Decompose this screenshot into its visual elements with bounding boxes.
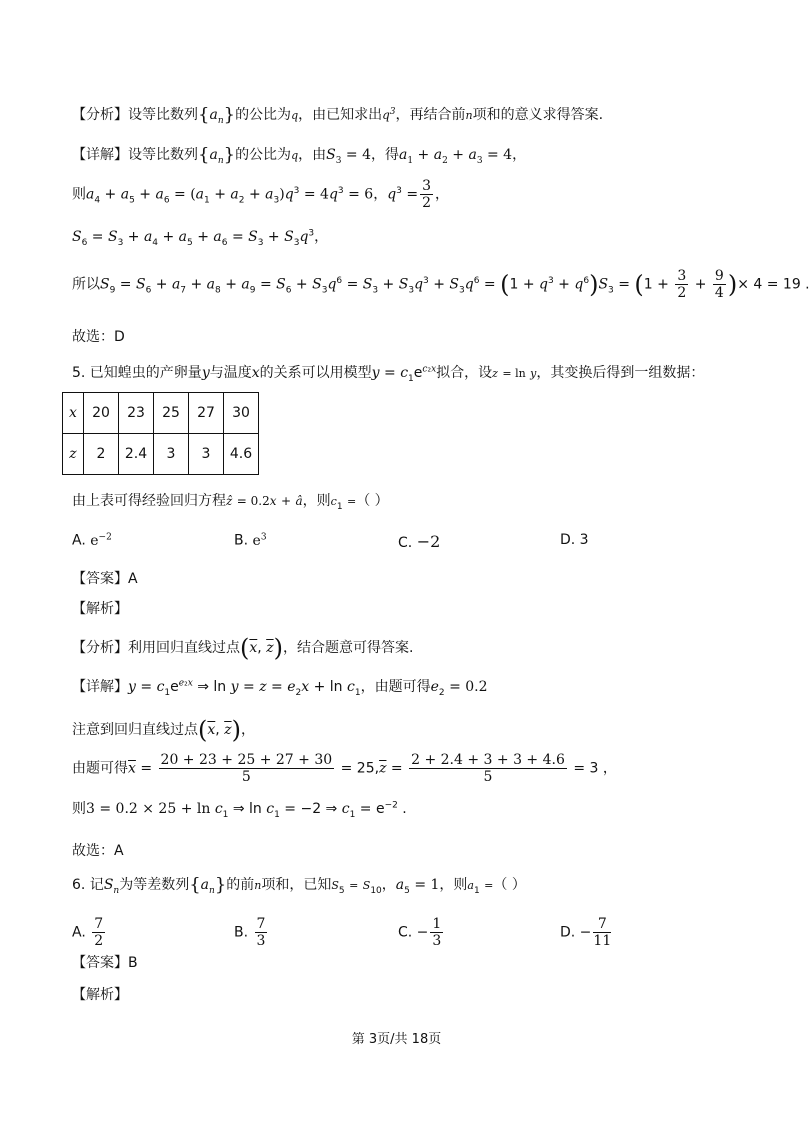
q5-detail: 【详解】$y = c_1e^{e_2x}$ ⇒ $\ln y = z = e_2x + \ln c_1$，由题可得$e_2 = 0.2$ xyxy=(72,678,488,698)
table-row xyxy=(63,434,259,475)
table-cell: 27 xyxy=(189,393,224,434)
text: 则 xyxy=(72,801,86,817)
text: （ ） xyxy=(493,877,526,893)
question-6: 6. 记$S_n$为等差数列$\{a_n\}$的前n项和，已知$S_5 = S_{10}$，$a_5 = 1$，则$a_1$ =（ ） xyxy=(72,874,526,896)
text: 的前 xyxy=(226,877,255,893)
text: 的关系可以用模型 xyxy=(259,365,372,381)
text: 的公比为 xyxy=(235,107,292,123)
table-cell: 20 xyxy=(84,393,119,434)
option-c[interactable]: C. −2 xyxy=(398,532,441,551)
analysis-tag: 【分析】 xyxy=(72,107,128,123)
table-row xyxy=(63,393,259,434)
q5-select: 故选：A xyxy=(72,843,124,859)
detail-line-2: 则$a_4 + a_5 + a_6 = (a_1 + a_2 + a_3)q^3 = 4q^3 = 6$，$q^3$ = $\frac{3}{2}$ ， xyxy=(72,178,450,211)
q5-analysis: 【分析】利用回归直线过点($\overline{x}$, $\overline{z}$)，结合题意可得答案. xyxy=(72,634,414,662)
text: 由题可得 xyxy=(72,760,128,777)
text: 【分析】利用回归直线过点 xyxy=(72,640,240,656)
q6-option-a[interactable]: A. $\frac{7}{2}$ xyxy=(72,916,104,949)
table-cell: x xyxy=(63,393,84,434)
text: 项和，已知 xyxy=(261,877,332,893)
option-label: A. xyxy=(72,924,86,941)
text: 的公比为 xyxy=(235,147,292,163)
text: ，则 xyxy=(302,493,331,509)
option-d[interactable] xyxy=(560,532,589,548)
text: ，得 xyxy=(370,147,399,163)
text: 则 xyxy=(72,186,86,203)
analysis-tag: 【解析】 xyxy=(72,601,128,617)
text: ，其变换后得到一组数据： xyxy=(536,365,705,381)
table-cell: 23 xyxy=(119,393,154,434)
text: ，则 xyxy=(439,877,468,893)
option-label: C. xyxy=(398,535,413,551)
table-cell: 2 xyxy=(84,434,119,475)
table-cell: 30 xyxy=(224,393,259,434)
option-label: B. xyxy=(234,924,249,941)
text: ，结合题意可得答案. xyxy=(282,640,414,656)
text: 设等比数列 xyxy=(128,147,198,163)
text: ，由题可得 xyxy=(360,679,431,695)
text: 设等比数列 xyxy=(128,107,198,123)
detail-tag: 【详解】 xyxy=(72,147,128,163)
option-label: A. xyxy=(72,532,86,549)
text: 5. 已知蝗虫的产卵量 xyxy=(72,365,202,381)
option-b[interactable]: B. $e^3$ xyxy=(234,532,267,549)
text: 由上表可得经验回归方程 xyxy=(72,493,226,509)
text: ，由 xyxy=(298,147,327,163)
table-cell: z xyxy=(63,434,84,475)
table-cell: 25 xyxy=(154,393,189,434)
q5-calc: 由题可得$\overline{x}$ = $\frac{20 + 23 + 25 + 27 + 30}{5}$ = $25,\overline{z}$ = $\frac{2 + 2.4 + 3 + 3 + 4.6}{5}$ = 3 ， xyxy=(72,752,617,785)
option-label: C. xyxy=(398,924,413,941)
page-footer: 第 3页/共 18页 xyxy=(351,1032,442,1047)
table-cell: 3 xyxy=(189,434,224,475)
data-table xyxy=(62,392,259,475)
question-5: 5. 已知蝗虫的产卵量y与温度x的关系可以用模型$y = c_1e^{c_2x}$拟合，设z = ln y，其变换后得到一组数据： xyxy=(72,364,705,384)
text: 项和的意义求得答案. xyxy=(472,107,604,123)
text: 6. 记 xyxy=(72,877,104,893)
regression-line: 由上表可得经验回归方程ẑ = 0.2x + â，则$c_1$ =（ ） xyxy=(72,493,389,512)
text: 所以 xyxy=(72,276,100,293)
table-cell: 3 xyxy=(154,434,189,475)
detail-line-1: 【详解】设等比数列$\{a_n\}$的公比为q，由$S_3 = 4$，得$a_1 + a_2 + a_3 = 4$， xyxy=(72,144,527,166)
text: 拟合，设 xyxy=(436,365,493,381)
option-label: D. 3 xyxy=(560,532,589,548)
text: 为等差数列 xyxy=(119,877,190,893)
answer-tag: 【答案】A xyxy=(72,571,138,587)
text: 【详解】 xyxy=(72,679,128,695)
q5-note: 注意到回归直线过点($\overline{x}$, $\overline{z}$)， xyxy=(72,716,255,744)
analysis-line-1: 【分析】设等比数列$\{a_n\}$的公比为q，由已知求出$q^3$，再结合前n项和的意义求得答案. xyxy=(72,104,604,126)
choice-line: 故选：D xyxy=(72,329,125,345)
text: 与温度 xyxy=(209,365,252,381)
q5-then: 则$3 = 0.2 \times 25 + \ln c_1$ ⇒ $\ln c_1 = -2$ ⇒ $c_1 = e^{-2}$ . xyxy=(72,800,407,820)
detail-line-3: $S_6 = S_3 + a_4 + a_5 + a_6 = S_3 + S_3q^3$， xyxy=(72,228,329,248)
q6-option-c[interactable]: C. − $\frac{1}{3}$ xyxy=(398,916,442,949)
q6-analysis: 【解析】 xyxy=(72,987,128,1003)
option-label: D. xyxy=(560,924,576,941)
q6-option-b[interactable]: B. $\frac{7}{3}$ xyxy=(234,916,266,949)
table-cell: 2.4 xyxy=(119,434,154,475)
detail-line-4: 所以$S_9 = S_6 + a_7 + a_8 + a_9 = S_6 + S_3q^6 = S_3 + S_3q^3 + S_3q^6 = (1 + q^3 + q^6)S_3 = (1$ + $\frac{3}{2}$ + $\frac{9}{4}$ )× 4 = 19 . xyxy=(72,268,810,301)
text: （ ） xyxy=(356,493,389,509)
q6-option-d[interactable]: D. − $\frac{7}{11}$ xyxy=(560,916,612,949)
text: ，再结合前 xyxy=(395,107,466,123)
text: ，由已知求出 xyxy=(298,107,383,123)
table-cell: 4.6 xyxy=(224,434,259,475)
q6-answer: 【答案】B xyxy=(72,955,138,971)
option-a[interactable]: A. $e^{-2}$ xyxy=(72,532,112,549)
option-label: B. xyxy=(234,532,249,549)
text: 注意到回归直线过点 xyxy=(72,722,198,738)
